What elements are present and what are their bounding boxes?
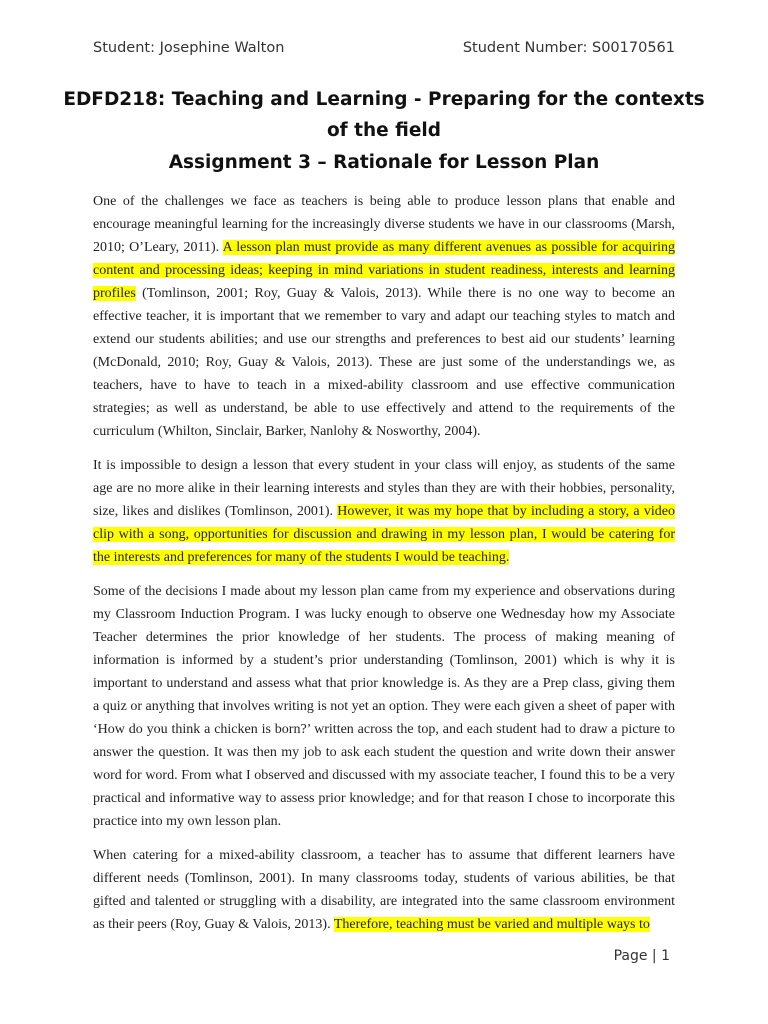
highlighted-text: Therefore, teaching must be varied and multiple ways to [333,917,650,932]
paragraph-text: It is impossible to design a lesson that every student in your class will enjoy, as students of the same age are no more alike in their learning interests and styles than they are with their hobbies, personality, size, likes and dislikes (Tomlinson, 2001). [93,458,675,519]
paragraph-text: One of the challenges we face as teachers is being able to produce lesson plans that enable and encourage meaningful learning for the increasingly diverse students we have in our classrooms (Marsh, 2010; O’Leary, 2011). [93,194,675,255]
highlighted-text: However, it was my hope that by including a story, a video clip with a song, opportunities for discussion and drawing in my lesson plan, I would be catering for the interests and preferences for many of the students I would be teaching. [93,504,675,565]
paragraph [93,454,675,569]
document-body [93,190,675,947]
paragraph-text: When catering for a mixed-ability classroom, a teacher has to assume that different learners have different needs (Tomlinson, 2001). In many classrooms today, students of various abilities, be that gifted and talented or struggling with a disability, are integrated into the same classroom environment as their peers (Roy, Guay & Valois, 2013). [93,848,675,932]
page-header [93,40,675,56]
highlighted-text: A lesson plan must provide as many different avenues as possible for acquiring content and processing ideas; keeping in mind variations in student readiness, interests and learning profiles [93,240,676,301]
student-number: Student Number: S00170561 [462,40,675,56]
page-number: Page | 1 [613,948,670,964]
student-name: Student: Josephine Walton [93,40,285,56]
paragraph-text: Some of the decisions I made about my lesson plan came from my experience and observations during my Classroom Induction Program. I was lucky enough to observe one Wednesday how my Associate Teacher determines the prior knowledge of her students. The process of making meaning of information is informed by a student’s prior understanding (Tomlinson, 2001) which is why it is important to understand and assess what that prior knowledge is. As they are a Prep class, giving them a quiz or anything that involves writing is not yet an option. They were each given a sheet of paper with ‘How do you think a chicken is born?’ written across the top, and each student had to draw a picture to answer the question. It was then my job to ask each student the question and write down their answer word for word. From what I observed and discussed with my associate teacher, I found this to be a very practical and informative way to assess prior knowledge; and for that reason I chose to incorporate this practice into my own lesson plan. [93,584,675,829]
document-subtitle: Assignment 3 – Rationale for Lesson Plan [168,152,600,173]
paragraph [93,844,675,936]
document-title: EDFD218: Teaching and Learning - Preparing for the contexts of the field [63,89,705,141]
paragraph [93,580,675,833]
paragraph [93,190,675,443]
paragraph-text: (Tomlinson, 2001; Roy, Guay & Valois, 2013). While there is no one way to become an effective teacher, it is important that we remember to vary and adapt our teaching styles to match and extend our students abilities; and use our strengths and preferences to best aid our students’ learning (McDonald, 2010; Roy, Guay & Valois, 2013). These are just some of the understandings we, as teachers, have to have to teach in a mixed-ability classroom and use effective communication strategies; as well as understand, be able to use effectively and attend to the requirements of the curriculum (Whilton, Sinclair, Barker, Nanlohy & Nosworthy, 2004). [93,286,675,439]
